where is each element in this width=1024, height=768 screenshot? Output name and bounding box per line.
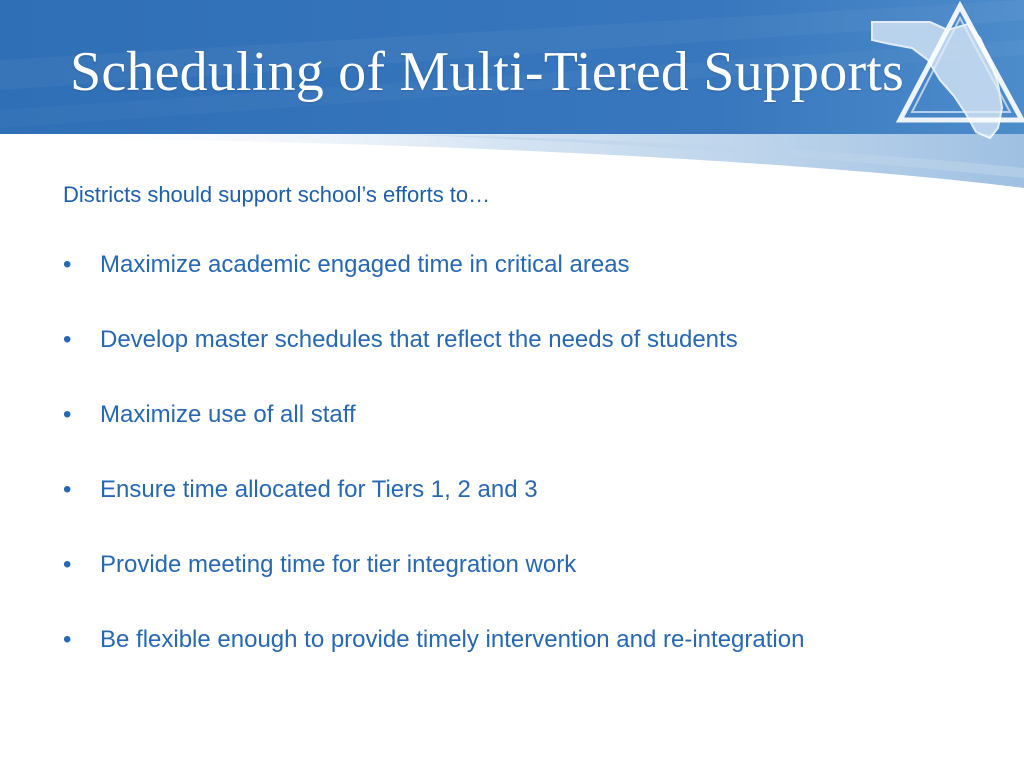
bullet-dot-icon: • [63,551,72,579]
bullet-dot-icon: • [63,626,72,654]
bullet-text: Be flexible enough to provide timely intervention and re-integration [100,626,805,654]
bullet-text: Develop master schedules that reflect the needs of students [100,326,738,354]
bullet-text: Provide meeting time for tier integration work [100,551,577,579]
bullet-text: Ensure time allocated for Tiers 1, 2 and 3 [100,476,538,504]
bullet-list [63,250,963,655]
bullet-item [63,475,900,505]
bullet-item [63,400,900,430]
bullet-text: Maximize academic engaged time in critical areas [100,251,630,279]
bullet-dot-icon: • [63,326,72,354]
bullet-item [63,325,900,355]
slide-content [63,182,963,700]
bullet-dot-icon: • [63,401,72,429]
bullet-text: Maximize use of all staff [100,401,356,429]
intro-text: Districts should support school’s efforts to… [63,182,491,207]
bullet-item [63,625,900,655]
bullet-item [63,250,900,280]
slide-title: Scheduling of Multi-Tiered Supports [70,41,905,103]
bullet-dot-icon: • [63,251,72,279]
bullet-dot-icon: • [63,476,72,504]
bullet-item [63,550,900,580]
